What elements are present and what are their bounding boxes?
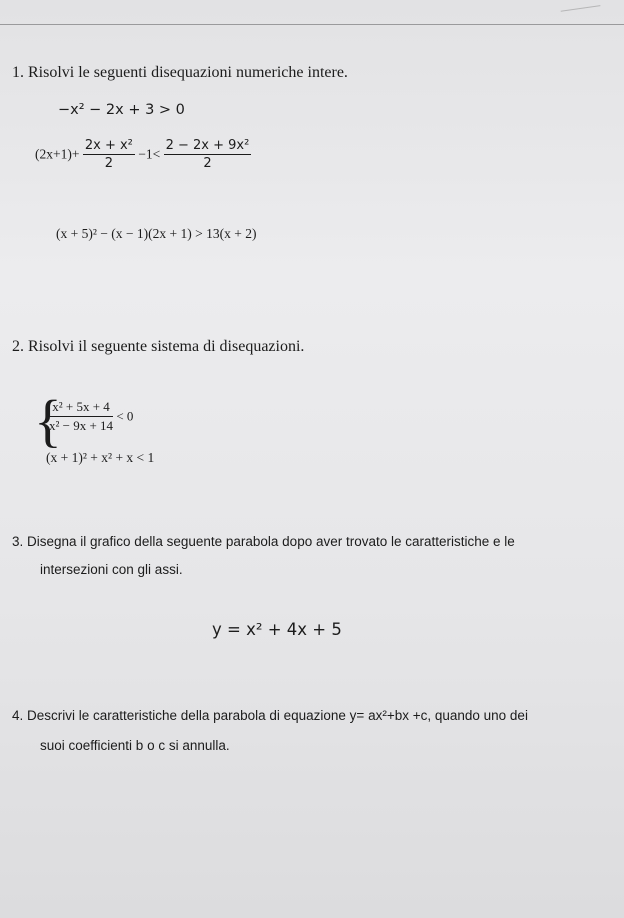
ineq2-fraction-right-numerator: 2 − 2x + 9x² bbox=[165, 138, 250, 153]
ineq2-middle: −1< bbox=[138, 146, 161, 162]
question-4-title-line-1: 4. Descrivi le caratteristiche della parabola di equazione y= ax²+bx +c, quando uno dei bbox=[12, 708, 528, 723]
system-brace: { bbox=[34, 388, 62, 453]
question-1-title: 1. Risolvi le seguenti disequazioni numeriche intere. bbox=[12, 64, 348, 81]
question-3-title-line-2: intersezioni con gli assi. bbox=[40, 562, 183, 577]
system-row-1 bbox=[49, 399, 133, 434]
top-rule bbox=[0, 24, 624, 25]
question-3-title-line-1: 3. Disegna il grafico della seguente parabola dopo aver trovato le caratteristiche e le bbox=[12, 534, 515, 549]
ineq2-fraction-right-denominator: 2 bbox=[203, 156, 212, 171]
top-corner-mark bbox=[560, 0, 601, 12]
ineq2-fraction-right bbox=[164, 138, 252, 171]
system-row-2: (x + 1)² + x² + x < 1 bbox=[46, 450, 155, 465]
system-row-1-numerator: x² + 5x + 4 bbox=[49, 399, 113, 417]
question-1-inequality-2 bbox=[35, 138, 251, 171]
system-row-1-fraction bbox=[49, 399, 113, 434]
question-2-title: 2. Risolvi il seguente sistema di disequazioni. bbox=[12, 338, 305, 355]
system-row-1-relation: < 0 bbox=[116, 408, 134, 424]
question-1-inequality-1: −x² − 2x + 3 > 0 bbox=[58, 102, 185, 118]
ineq2-fraction-left bbox=[83, 138, 135, 171]
ineq2-fraction-left-denominator: 2 bbox=[104, 156, 113, 171]
ineq2-lead: (2x+1)+ bbox=[35, 146, 80, 162]
question-3-parabola-equation: y = x² + 4x + 5 bbox=[212, 620, 342, 639]
system-row-1-denominator: x² − 9x + 14 bbox=[49, 418, 114, 433]
question-4-title-line-2: suoi coefficienti b o c si annulla. bbox=[40, 738, 230, 753]
question-1-inequality-3: (x + 5)² − (x − 1)(2x + 1) > 13(x + 2) bbox=[56, 226, 257, 241]
ineq2-fraction-left-numerator: 2x + x² bbox=[84, 138, 133, 153]
